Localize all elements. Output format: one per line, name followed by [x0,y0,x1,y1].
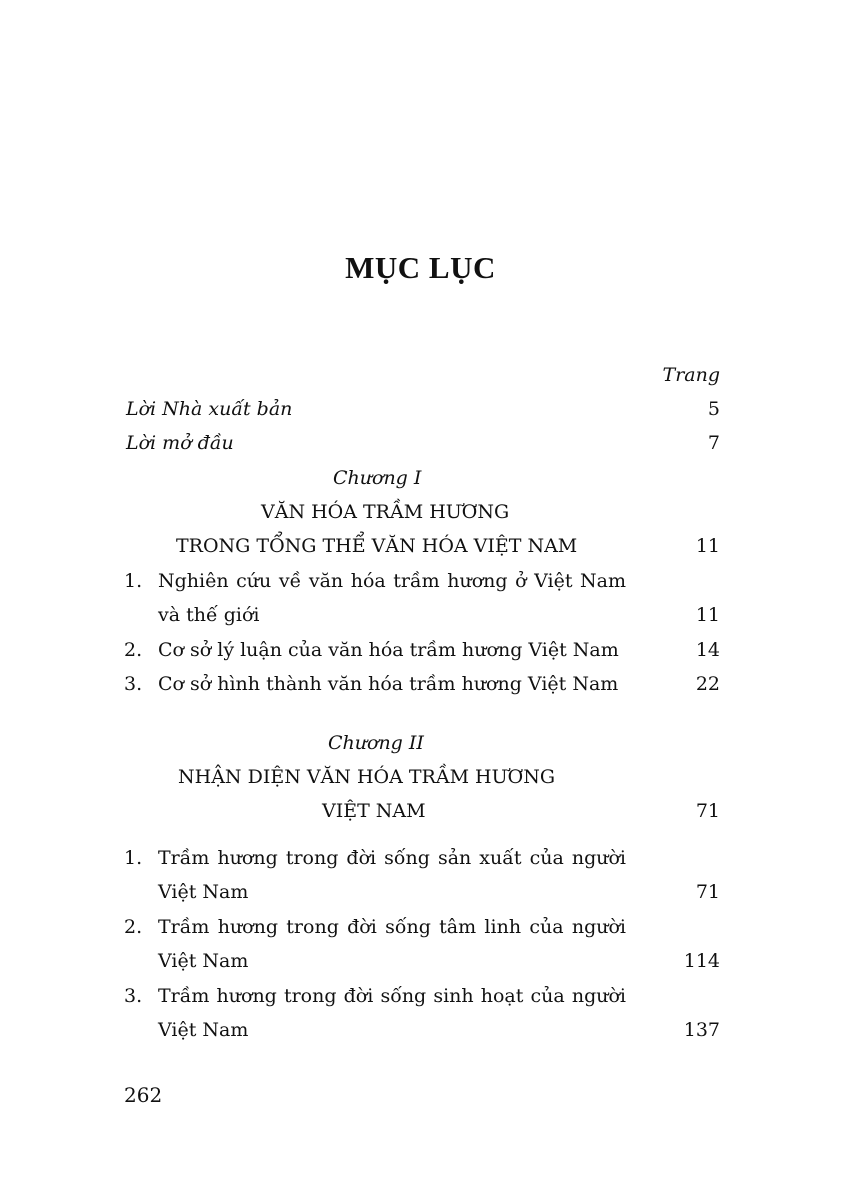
section-1-2-number: 2. [124,639,143,661]
section-2-2-page: 114 [683,950,720,972]
toc-page-front-1: 5 [707,398,720,420]
page-title: MỤC LỤC [345,250,496,285]
section-2-2-number: 2. [124,916,143,938]
chapter-1-page: 11 [695,535,720,557]
section-2-2-line1[interactable]: Trầm hương trong đời sống tâm linh của người [158,916,626,938]
chapter-2-label: Chương II [328,732,424,754]
chapter-2-title-line1[interactable]: NHẬN DIỆN VĂN HÓA TRẦM HƯƠNG [178,766,556,788]
section-1-3-page: 22 [695,673,720,695]
toc-entry-front-1[interactable]: Lời Nhà xuất bản [126,398,293,420]
chapter-2-title-line2[interactable]: VIỆT NAM [322,800,426,822]
chapter-1-label: Chương I [333,467,422,489]
chapter-1-title-line1[interactable]: VĂN HÓA TRẦM HƯƠNG [261,501,510,523]
section-1-1-page: 11 [695,604,720,626]
section-1-1-number: 1. [124,570,143,592]
section-2-3-line2[interactable]: Việt Nam [158,1019,249,1041]
toc-page-front-2: 7 [707,432,720,454]
page-number: 262 [124,1083,163,1107]
section-1-2-page: 14 [695,639,720,661]
chapter-1-title-line2[interactable]: TRONG TỔNG THỂ VĂN HÓA VIỆT NAM [176,535,578,557]
section-2-2-line2[interactable]: Việt Nam [158,950,249,972]
section-1-1-line1[interactable]: Nghiên cứu về văn hóa trầm hương ở Việt Nam [158,570,626,592]
section-2-3-page: 137 [683,1019,720,1041]
page-column-header: Trang [662,364,720,386]
section-2-3-line1[interactable]: Trầm hương trong đời sống sinh hoạt của người [158,985,626,1007]
section-1-1-line2[interactable]: và thế giới [158,604,260,626]
section-2-1-number: 1. [124,847,143,869]
section-1-3-line1[interactable]: Cơ sở hình thành văn hóa trầm hương Việt Nam [158,673,619,695]
section-2-1-page: 71 [695,881,720,903]
chapter-2-page: 71 [695,800,720,822]
section-2-1-line1[interactable]: Trầm hương trong đời sống sản xuất của người [158,847,626,869]
section-2-1-line2[interactable]: Việt Nam [158,881,249,903]
section-1-2-line1[interactable]: Cơ sở lý luận của văn hóa trầm hương Việt Nam [158,639,619,661]
section-2-3-number: 3. [124,985,143,1007]
toc-entry-front-2[interactable]: Lời mở đầu [126,432,234,454]
section-1-3-number: 3. [124,673,143,695]
